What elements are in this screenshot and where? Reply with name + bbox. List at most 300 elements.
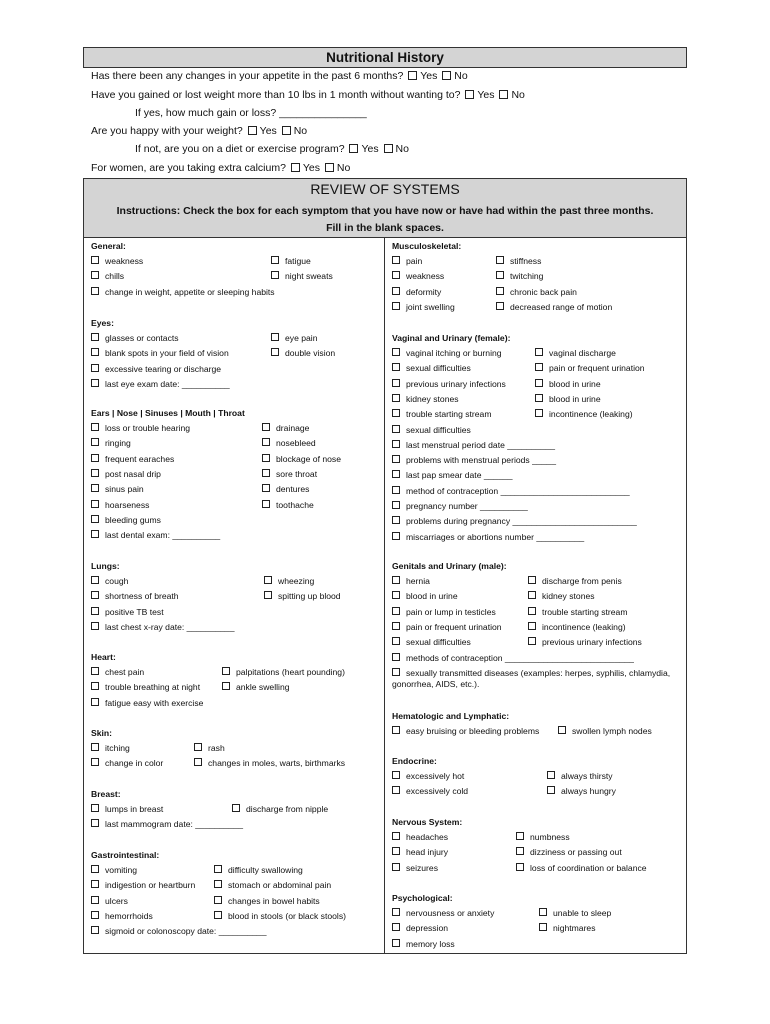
checkbox-no[interactable] bbox=[442, 71, 451, 80]
question-text: If not, are you on a diet or exercise program? bbox=[135, 143, 348, 155]
checkbox-no[interactable] bbox=[325, 163, 334, 172]
symptom-label: difficulty swallowing bbox=[228, 865, 303, 875]
symptom-label: sexual difficulties bbox=[406, 424, 471, 435]
symptom-chest-pain bbox=[91, 667, 144, 678]
symptom-label: excessively hot bbox=[406, 771, 465, 781]
symptom-pain-or-lump-in-testicles bbox=[392, 607, 496, 618]
symptom-label: blockage of nose bbox=[276, 453, 341, 464]
checkbox[interactable] bbox=[392, 591, 400, 599]
symptom-label: pain or frequent urination bbox=[549, 363, 645, 374]
symptom-label: blood in stools (or black stools) bbox=[228, 910, 346, 921]
option-label: No bbox=[454, 70, 468, 82]
section-title-nervous-system: Nervous System: bbox=[392, 817, 463, 827]
checkbox[interactable] bbox=[91, 622, 99, 630]
checkbox[interactable] bbox=[392, 470, 400, 478]
checkbox[interactable] bbox=[392, 409, 400, 417]
option-label: Yes bbox=[302, 162, 323, 174]
checkbox[interactable] bbox=[262, 423, 270, 431]
nutrition-question bbox=[91, 125, 307, 137]
checkbox[interactable] bbox=[91, 333, 99, 341]
checkbox[interactable] bbox=[271, 256, 279, 264]
checkbox[interactable] bbox=[91, 607, 99, 615]
symptom-label: dentures bbox=[276, 484, 310, 495]
checkbox[interactable] bbox=[91, 698, 99, 706]
checkbox[interactable] bbox=[91, 379, 99, 387]
symptom-glasses-or-contacts bbox=[91, 333, 179, 344]
symptom-label: nightmares bbox=[553, 923, 596, 934]
symptom-indigestion-or-heartburn bbox=[91, 880, 195, 891]
symptom-label: sigmoid or colonoscopy date: __________ bbox=[105, 926, 267, 937]
symptom-label: vaginal itching or burning bbox=[406, 348, 502, 358]
checkbox[interactable] bbox=[91, 515, 99, 523]
checkbox[interactable] bbox=[392, 771, 400, 779]
symptom-label: swollen lymph nodes bbox=[572, 726, 652, 736]
checkbox[interactable] bbox=[262, 438, 270, 446]
symptom-label: cough bbox=[105, 576, 129, 586]
symptom-label: method of contraception ___________________________ bbox=[406, 485, 630, 496]
symptom-label: problems with menstrual periods _____ bbox=[406, 455, 556, 466]
symptom-sexually-transmitted-diseases-examples-h bbox=[392, 668, 677, 690]
symptom-double-vision bbox=[271, 348, 335, 359]
symptom-positive-tb-test bbox=[91, 607, 164, 618]
checkbox[interactable] bbox=[91, 591, 99, 599]
symptom-sexual-difficulties bbox=[392, 363, 471, 374]
symptom-label: nervousness or anxiety bbox=[406, 908, 495, 918]
symptom-label: discharge from penis bbox=[542, 576, 622, 586]
symptom-label: last dental exam: __________ bbox=[105, 530, 221, 541]
symptom-label: change in color bbox=[105, 758, 164, 769]
checkbox[interactable] bbox=[392, 256, 400, 264]
checkbox[interactable] bbox=[91, 454, 99, 462]
checkbox[interactable] bbox=[214, 896, 222, 904]
question-text: Has there been any changes in your appetite in the past 6 months? bbox=[91, 70, 407, 82]
checkbox[interactable] bbox=[392, 668, 400, 676]
symptom-vomiting bbox=[91, 865, 137, 876]
option-label: No bbox=[395, 143, 409, 155]
checkbox[interactable] bbox=[535, 363, 543, 371]
review-of-systems-title: REVIEW OF SYSTEMS bbox=[310, 181, 460, 197]
checkbox[interactable] bbox=[91, 484, 99, 492]
symptom-label: weakness bbox=[406, 271, 445, 282]
section-title-psychological: Psychological: bbox=[392, 893, 453, 903]
nutrition-question bbox=[135, 107, 367, 119]
checkbox[interactable] bbox=[194, 743, 202, 751]
symptom-label: vomiting bbox=[105, 865, 137, 875]
checkbox[interactable] bbox=[392, 847, 400, 855]
symptom-label: decreased range of motion bbox=[510, 301, 613, 312]
symptom-bleeding-gums bbox=[91, 515, 161, 526]
symptom-label: fatigue easy with exercise bbox=[105, 697, 204, 708]
symptom-label: rash bbox=[208, 743, 225, 753]
checkbox[interactable] bbox=[392, 532, 400, 540]
symptom-hoarseness bbox=[91, 500, 149, 511]
checkbox-yes[interactable] bbox=[465, 90, 474, 99]
symptom-incontinence-leaking bbox=[528, 622, 626, 633]
checkbox[interactable] bbox=[516, 832, 524, 840]
symptom-discharge-from-penis bbox=[528, 576, 622, 587]
symptom-swollen-lymph-nodes bbox=[558, 726, 652, 737]
symptom-always-hungry bbox=[547, 786, 616, 797]
checkbox[interactable] bbox=[528, 622, 536, 630]
checkbox[interactable] bbox=[392, 607, 400, 615]
symptom-changes-in-bowel-habits bbox=[214, 896, 320, 907]
checkbox[interactable] bbox=[392, 516, 400, 524]
symptom-chills bbox=[91, 271, 124, 282]
symptom-change-in-weight-appetite-or-sleeping-ha bbox=[91, 287, 275, 298]
checkbox[interactable] bbox=[91, 500, 99, 508]
symptom-label: previous urinary infections bbox=[406, 378, 506, 389]
checkbox[interactable] bbox=[91, 271, 99, 279]
symptom-label: incontinence (leaking) bbox=[549, 409, 633, 420]
checkbox[interactable] bbox=[392, 726, 400, 734]
symptom-ulcers bbox=[91, 896, 128, 907]
symptom-fatigue-easy-with-exercise bbox=[91, 698, 203, 709]
option-label: Yes bbox=[420, 70, 441, 82]
symptom-label: vaginal discharge bbox=[549, 348, 616, 358]
symptom-label: chest pain bbox=[105, 667, 145, 677]
symptom-label: headaches bbox=[406, 832, 449, 842]
option-label: Yes bbox=[477, 89, 498, 101]
checkbox[interactable] bbox=[91, 743, 99, 751]
symptom-label: shortness of breath bbox=[105, 591, 179, 602]
symptom-weakness bbox=[91, 256, 143, 267]
symptom-toothache bbox=[262, 500, 314, 511]
checkbox[interactable] bbox=[232, 804, 240, 812]
checkbox[interactable] bbox=[271, 333, 279, 341]
checkbox[interactable] bbox=[91, 865, 99, 873]
symptom-label: kidney stones bbox=[542, 591, 595, 602]
checkbox[interactable] bbox=[392, 908, 400, 916]
symptom-label: stomach or abdominal pain bbox=[228, 880, 332, 891]
symptom-headaches bbox=[392, 832, 448, 843]
symptom-label: blank spots in your field of vision bbox=[105, 348, 229, 359]
checkbox[interactable] bbox=[271, 348, 279, 356]
checkbox[interactable] bbox=[262, 469, 270, 477]
checkbox[interactable] bbox=[91, 758, 99, 766]
symptom-label: depression bbox=[406, 923, 449, 934]
symptom-last-dental-exam bbox=[91, 530, 220, 541]
question-text: Are you happy with your weight? bbox=[91, 125, 246, 137]
checkbox-yes[interactable] bbox=[408, 71, 417, 80]
checkbox[interactable] bbox=[91, 896, 99, 904]
symptom-cough bbox=[91, 576, 128, 587]
checkbox[interactable] bbox=[392, 637, 400, 645]
symptom-problems-during-pregnancy bbox=[392, 516, 637, 527]
symptom-label: pregnancy number __________ bbox=[406, 501, 528, 511]
section-title-musculoskeletal: Musculoskeletal: bbox=[392, 241, 462, 251]
checkbox[interactable] bbox=[91, 530, 99, 538]
symptom-loss-of-coordination-or-balance bbox=[516, 863, 647, 874]
nutrition-question bbox=[91, 70, 468, 82]
checkbox[interactable] bbox=[558, 726, 566, 734]
checkbox[interactable] bbox=[262, 484, 270, 492]
checkbox[interactable] bbox=[91, 911, 99, 919]
nutrition-question bbox=[135, 143, 409, 155]
symptom-label: always hungry bbox=[561, 786, 616, 797]
review-of-systems-instructions bbox=[84, 203, 686, 237]
symptom-weakness bbox=[392, 271, 444, 282]
symptom-label: pain or frequent urination bbox=[406, 621, 502, 632]
checkbox[interactable] bbox=[214, 865, 222, 873]
symptom-nightmares bbox=[539, 923, 596, 934]
symptom-label: ulcers bbox=[105, 895, 128, 906]
symptom-excessively-cold bbox=[392, 786, 468, 797]
symptom-head-injury bbox=[392, 847, 448, 858]
checkbox[interactable] bbox=[214, 880, 222, 888]
checkbox[interactable] bbox=[392, 576, 400, 584]
symptom-label: loss or trouble hearing bbox=[105, 423, 191, 433]
checkbox[interactable] bbox=[528, 591, 536, 599]
symptom-label: excessively cold bbox=[406, 786, 469, 797]
symptom-label: always thirsty bbox=[561, 771, 613, 781]
symptom-label: hemorrhoids bbox=[105, 910, 153, 921]
instructions-line-1: Instructions: Check the box for each symptom that you have now or have had within the past three months. bbox=[116, 205, 654, 217]
symptom-last-pap-smear-date bbox=[392, 470, 513, 481]
checkbox[interactable] bbox=[496, 287, 504, 295]
checkbox[interactable] bbox=[528, 637, 536, 645]
checkbox[interactable] bbox=[392, 501, 400, 509]
symptom-label: trouble starting stream bbox=[542, 606, 628, 617]
symptom-label: last menstrual period date __________ bbox=[406, 439, 556, 450]
checkbox[interactable] bbox=[547, 771, 555, 779]
checkbox[interactable] bbox=[392, 302, 400, 310]
checkbox-yes[interactable] bbox=[291, 163, 300, 172]
symptom-label: sore throat bbox=[276, 468, 318, 479]
checkbox[interactable] bbox=[91, 469, 99, 477]
symptom-label: stiffness bbox=[510, 256, 542, 266]
checkbox[interactable] bbox=[392, 923, 400, 931]
symptom-label: night sweats bbox=[285, 271, 333, 282]
symptom-hernia bbox=[392, 576, 430, 587]
checkbox[interactable] bbox=[496, 256, 504, 264]
symptom-label: methods of contraception ___________________________ bbox=[406, 652, 634, 663]
symptom-trouble-starting-stream bbox=[392, 409, 492, 420]
symptom-problems-with-menstrual-periods bbox=[392, 455, 556, 466]
checkbox[interactable] bbox=[91, 819, 99, 827]
section-title-genitals-and-urinary-male: Genitals and Urinary (male): bbox=[392, 561, 507, 571]
symptom-sinus-pain bbox=[91, 484, 144, 495]
checkbox[interactable] bbox=[392, 863, 400, 871]
checkbox[interactable] bbox=[392, 939, 400, 947]
symptom-label: sinus pain bbox=[105, 484, 144, 495]
option-label: Yes bbox=[259, 125, 280, 137]
symptom-decreased-range-of-motion bbox=[496, 302, 612, 313]
symptom-rash bbox=[194, 743, 225, 754]
checkbox[interactable] bbox=[392, 486, 400, 494]
symptom-last-menstrual-period-date bbox=[392, 440, 555, 451]
checkbox[interactable] bbox=[91, 576, 99, 584]
checkbox[interactable] bbox=[264, 591, 272, 599]
symptom-palpitations-heart-pounding bbox=[222, 667, 345, 678]
section-title-skin: Skin: bbox=[91, 728, 113, 738]
symptom-label: changes in bowel habits bbox=[228, 895, 320, 906]
question-text: Have you gained or lost weight more than 10 lbs in 1 month without wanting to? bbox=[91, 89, 464, 101]
symptom-label: joint swelling bbox=[406, 301, 455, 312]
symptom-sore-throat bbox=[262, 469, 317, 480]
symptom-nosebleed bbox=[262, 438, 316, 449]
checkbox[interactable] bbox=[547, 786, 555, 794]
checkbox[interactable] bbox=[392, 271, 400, 279]
symptom-eye-pain bbox=[271, 333, 318, 344]
symptom-label: changes in moles, warts, birthmarks bbox=[208, 758, 346, 769]
symptom-label: deformity bbox=[406, 286, 442, 297]
checkbox[interactable] bbox=[516, 847, 524, 855]
checkbox[interactable] bbox=[91, 423, 99, 431]
symptom-kidney-stones bbox=[392, 394, 459, 405]
symptom-excessively-hot bbox=[392, 771, 464, 782]
symptom-label: excessive tearing or discharge bbox=[105, 363, 222, 374]
symptom-label: pain or lump in testicles bbox=[406, 606, 496, 617]
symptom-kidney-stones bbox=[528, 591, 595, 602]
section-title-endocrine: Endocrine: bbox=[392, 756, 437, 766]
checkbox[interactable] bbox=[392, 348, 400, 356]
option-label: Yes bbox=[361, 143, 382, 155]
symptom-label: numbness bbox=[530, 832, 570, 842]
checkbox-no[interactable] bbox=[282, 126, 291, 135]
checkbox[interactable] bbox=[91, 256, 99, 264]
section-title-eyes: Eyes: bbox=[91, 318, 114, 328]
checkbox-no[interactable] bbox=[384, 144, 393, 153]
checkbox[interactable] bbox=[516, 863, 524, 871]
symptom-last-mammogram-date bbox=[91, 819, 243, 830]
checkbox[interactable] bbox=[194, 758, 202, 766]
symptom-label: last chest x-ray date: __________ bbox=[105, 621, 235, 632]
checkbox[interactable] bbox=[535, 379, 543, 387]
symptom-label: indigestion or heartburn bbox=[105, 880, 196, 891]
instructions-line-2: Fill in the blank spaces. bbox=[326, 222, 444, 234]
checkbox[interactable] bbox=[392, 786, 400, 794]
checkbox[interactable] bbox=[392, 832, 400, 840]
checkbox[interactable] bbox=[264, 576, 272, 584]
symptom-label: loss of coordination or balance bbox=[530, 862, 647, 873]
checkbox[interactable] bbox=[222, 667, 230, 675]
checkbox[interactable] bbox=[91, 348, 99, 356]
checkbox[interactable] bbox=[392, 287, 400, 295]
checkbox[interactable] bbox=[222, 682, 230, 690]
checkbox[interactable] bbox=[539, 923, 547, 931]
checkbox[interactable] bbox=[91, 682, 99, 690]
symptom-blood-in-urine bbox=[535, 379, 601, 390]
symptom-label: pain bbox=[406, 256, 423, 266]
symptom-label: toothache bbox=[276, 499, 314, 510]
checkbox[interactable] bbox=[392, 379, 400, 387]
question-text: If yes, how much gain or loss? _______________ bbox=[135, 107, 367, 119]
symptom-last-chest-x-ray-date bbox=[91, 622, 234, 633]
option-label: No bbox=[293, 125, 308, 137]
symptom-stomach-or-abdominal-pain bbox=[214, 880, 331, 891]
section-title-gastrointestinal: Gastrointestinal: bbox=[91, 850, 160, 860]
symptom-wheezing bbox=[264, 576, 314, 587]
symptom-previous-urinary-infections bbox=[392, 379, 506, 390]
checkbox[interactable] bbox=[528, 607, 536, 615]
symptom-label: trouble breathing at night bbox=[105, 682, 201, 693]
checkbox[interactable] bbox=[262, 454, 270, 462]
checkbox[interactable] bbox=[496, 271, 504, 279]
symptom-difficulty-swallowing bbox=[214, 865, 303, 876]
symptom-unable-to-sleep bbox=[539, 908, 611, 919]
section-title-breast: Breast: bbox=[91, 789, 121, 799]
symptom-sexual-difficulties bbox=[392, 637, 471, 648]
question-text: For women, are you taking extra calcium? bbox=[91, 162, 289, 174]
symptom-discharge-from-nipple bbox=[232, 804, 328, 815]
checkbox[interactable] bbox=[392, 455, 400, 463]
symptom-label: memory loss bbox=[406, 938, 455, 949]
checkbox[interactable] bbox=[91, 287, 99, 295]
symptom-last-eye-exam-date bbox=[91, 379, 230, 390]
symptom-label: palpitations (heart pounding) bbox=[236, 667, 345, 677]
symptom-frequent-earaches bbox=[91, 454, 174, 465]
symptom-label: easy bruising or bleeding problems bbox=[406, 726, 540, 736]
symptom-label: double vision bbox=[285, 348, 336, 359]
symptom-pain bbox=[392, 256, 422, 267]
checkbox[interactable] bbox=[91, 804, 99, 812]
symptom-loss-or-trouble-hearing bbox=[91, 423, 190, 434]
symptom-label: head injury bbox=[406, 847, 449, 858]
symptom-blank-spots-in-your-field-of-vision bbox=[91, 348, 229, 359]
checkbox[interactable] bbox=[539, 908, 547, 916]
symptom-fatigue bbox=[271, 256, 311, 267]
checkbox[interactable] bbox=[91, 926, 99, 934]
symptom-dentures bbox=[262, 484, 309, 495]
symptom-method-of-contraception bbox=[392, 486, 630, 497]
nutrition-question bbox=[91, 162, 350, 174]
checkbox[interactable] bbox=[91, 880, 99, 888]
checkbox[interactable] bbox=[392, 363, 400, 371]
checkbox[interactable] bbox=[392, 425, 400, 433]
symptom-joint-swelling bbox=[392, 302, 455, 313]
symptom-hemorrhoids bbox=[91, 911, 153, 922]
checkbox[interactable] bbox=[392, 440, 400, 448]
symptom-lumps-in-breast bbox=[91, 804, 163, 815]
symptom-shortness-of-breath bbox=[91, 591, 179, 602]
checkbox[interactable] bbox=[214, 911, 222, 919]
symptom-label: problems during pregnancy __________________________ bbox=[406, 516, 637, 527]
symptom-blood-in-stools-or-black-stools bbox=[214, 911, 346, 922]
checkbox[interactable] bbox=[392, 394, 400, 402]
checkbox[interactable] bbox=[535, 409, 543, 417]
symptom-label: last eye exam date: __________ bbox=[105, 378, 230, 389]
symptom-twitching bbox=[496, 271, 543, 282]
checkbox[interactable] bbox=[271, 271, 279, 279]
checkbox[interactable] bbox=[535, 394, 543, 402]
checkbox-no[interactable] bbox=[499, 90, 508, 99]
symptom-label: ankle swelling bbox=[236, 682, 290, 693]
checkbox[interactable] bbox=[496, 302, 504, 310]
checkbox[interactable] bbox=[528, 576, 536, 584]
symptom-label: lumps in breast bbox=[105, 804, 164, 814]
checkbox[interactable] bbox=[91, 364, 99, 372]
symptom-excessive-tearing-or-discharge bbox=[91, 364, 221, 375]
checkbox[interactable] bbox=[392, 653, 400, 661]
section-title-ears-nose-sinuses-mouth-throat: Ears | Nose | Sinuses | Mouth | Throat bbox=[91, 408, 245, 418]
checkbox-yes[interactable] bbox=[349, 144, 358, 153]
symptom-vaginal-itching-or-burning bbox=[392, 348, 502, 359]
symptom-label: trouble starting stream bbox=[406, 409, 492, 420]
symptom-label: itching bbox=[105, 743, 130, 753]
checkbox[interactable] bbox=[535, 348, 543, 356]
checkbox[interactable] bbox=[91, 438, 99, 446]
checkbox-yes[interactable] bbox=[248, 126, 257, 135]
symptom-drainage bbox=[262, 423, 309, 434]
nutritional-history-header bbox=[83, 47, 687, 68]
checkbox[interactable] bbox=[91, 667, 99, 675]
symptom-label: discharge from nipple bbox=[246, 804, 329, 814]
checkbox[interactable] bbox=[262, 500, 270, 508]
checkbox[interactable] bbox=[392, 622, 400, 630]
symptom-label: last pap smear date ______ bbox=[406, 470, 513, 481]
symptom-miscarriages-or-abortions-number bbox=[392, 532, 584, 543]
section-title-vaginal-and-urinary-female: Vaginal and Urinary (female): bbox=[392, 333, 511, 343]
